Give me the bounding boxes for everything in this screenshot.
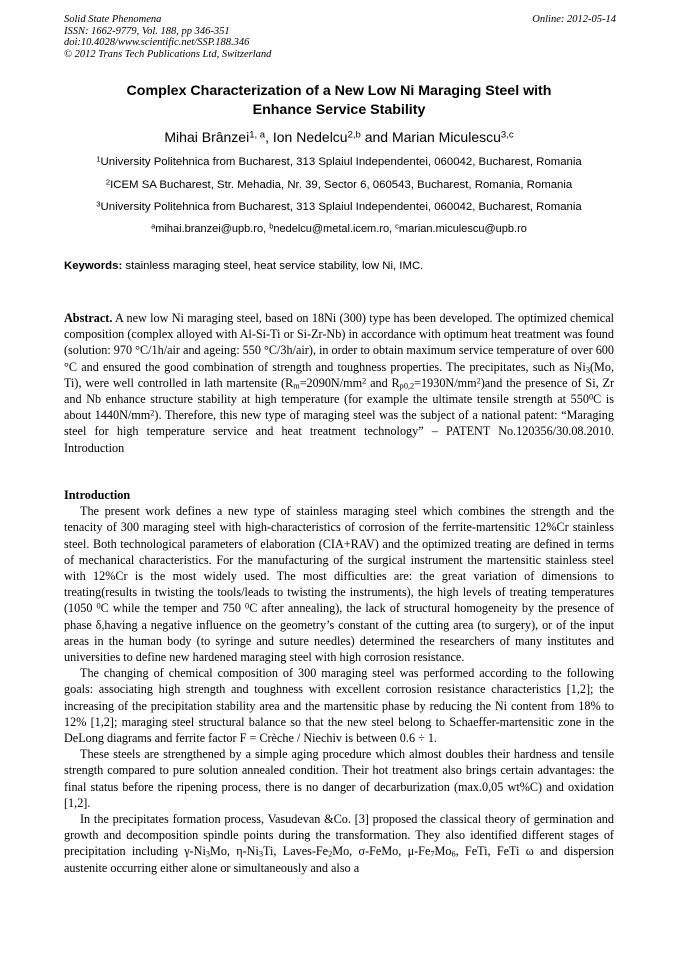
author-3-affil: 3,c bbox=[500, 129, 514, 141]
abstract-text: C is about 1440N/mm bbox=[64, 392, 614, 423]
author-1: Mihai Brânzei bbox=[164, 129, 250, 145]
superscript: 2 bbox=[150, 408, 155, 418]
author-separator: and bbox=[360, 129, 392, 145]
journal-issn: ISSN: 1662-9779, Vol. 188, pp 346-351 bbox=[64, 25, 230, 37]
affiliation-text: University Politehnica from Bucharest, 313 Splaiul Independentei, 060042, Bucharest, Romania bbox=[100, 156, 582, 168]
abstract-text: =2090N/mm bbox=[299, 375, 363, 390]
affiliation-number: 2 bbox=[105, 177, 111, 187]
abstract-text: ). Therefore, this new type of maraging steel was the subject of a national patent: “Maraging steel for high temperature service and heat treatment technology” – PATENT No.120356/30.08.2010. Introduction bbox=[64, 408, 614, 455]
author-emails bbox=[40, 222, 638, 236]
journal-doi: doi:10.4028/www.scientific.net/SSP.188.346 bbox=[64, 37, 250, 49]
paragraph bbox=[64, 811, 614, 876]
abstract-text: (Mo, Ti), were well controlled in lath martensite (R bbox=[64, 359, 614, 390]
email-marker: a bbox=[151, 221, 156, 231]
email-link[interactable]: nedelcu@metal.icem.ro, bbox=[273, 223, 396, 235]
section-heading: Introduction bbox=[64, 488, 131, 502]
author-2-affil: 2,b bbox=[347, 129, 361, 141]
paragraph-text: The present work defines a new type of stainless maraging steel which combines the strength and the tenacity of 300 maraging steel with high-characteristics of corrosion of the ferrite-martensitic 12%Cr stainless steel. Both technological parameters of elaboration (CIA+RAV) and the optimized treating are defined in terms of mechanical characteristics. For the manufacturing of the surgical instrument the martensitic stainless steel with 12%Cr is the most widely used. The most difficulties are: the great variation of dimensions to treating(results in twisting the tools/leads to twisting the instruments), the high levels of treating temperatures (1050 bbox=[64, 504, 614, 616]
paragraph-text: Mo, η-Ni bbox=[209, 844, 259, 859]
abstract-text: =1930N/mm bbox=[414, 375, 477, 390]
paragraph bbox=[64, 503, 614, 665]
author-separator: , bbox=[265, 129, 273, 145]
journal-name: Solid State Phenomena bbox=[64, 14, 162, 25]
author-list bbox=[64, 128, 614, 146]
abstract bbox=[64, 310, 614, 456]
keywords bbox=[64, 259, 616, 273]
subscript: m bbox=[293, 381, 300, 391]
paragraph-text: , FeTi, FeTi ω and dispersion austenite occurring either alone or simultaneously and also a bbox=[64, 844, 615, 875]
abstract-label: Abstract. bbox=[64, 311, 113, 325]
paragraph-text: Mo, σ-FeMo, μ-Fe bbox=[332, 844, 431, 859]
superscript: 0 bbox=[588, 392, 594, 402]
author-3: Marian Miculescu bbox=[391, 129, 501, 145]
abstract-text: A new low Ni maraging steel, based on 18Ni (300) type has been developed. The optimized chemical composition (complex alloyed with Al-Si-Ti or Si-Zr-Nb) in accordance with optimum heat treatment was found (solution: 970 °C/1h/air and ageing: 550 °C/3h/air), in order to obtain maximum service temperature of over 600 °C and ensured the good combination of strength and toughness properties. The precipitates, such as Ni bbox=[64, 311, 614, 374]
paragraph-text: C while the temper and 750 bbox=[100, 601, 246, 616]
email-marker: c bbox=[395, 221, 399, 231]
paragraph-text: C after annealing), the lack of structural homogeneity by the presence of phase δ,having a negative influence on the geometry’s constant of the cutting area (to surgery), or of the input areas in the human body (to syringe and suture needles) determined the researchers of many institutes and universities to define new hardened maraging steel with high corrosion resistance. bbox=[64, 601, 614, 665]
affiliation-3 bbox=[40, 200, 638, 214]
subscript: 7 bbox=[430, 850, 435, 860]
paragraph-text: Mo bbox=[434, 844, 452, 859]
keywords-label: Keywords: bbox=[64, 260, 123, 272]
superscript: 2 bbox=[362, 376, 367, 386]
email-marker: b bbox=[269, 221, 274, 231]
paragraph: The changing of chemical composition of 300 maraging steel was performed according to the following goals: associating high strength and toughness with excellent corrosion resistance characteristics [1,2]; the increasing of the precipitation stability area and the martensitic phase by reducing the Ni content from 18% to 12% [1,2]; maraging steel structural balance so that the new steel belong to Schaeffer-martensitic zone in the DeLong diagrams and ferrite factor F = Crèche / Niechiv is between 0.6 ÷ 1. bbox=[64, 666, 614, 746]
journal-copyright: © 2012 Trans Tech Publications Ltd, Switzerland bbox=[64, 48, 272, 60]
introduction-section bbox=[64, 487, 614, 876]
subscript: 3 bbox=[205, 850, 210, 860]
affiliation-text: ICEM SA Bucharest, Str. Mehadia, Nr. 39, Sector 6, 060543, Bucharest, Romania, Romania bbox=[110, 179, 573, 191]
email-link[interactable]: mihai.branzei@upb.ro, bbox=[155, 223, 270, 235]
paragraph-text: Ti, Laves-Fe bbox=[263, 844, 329, 859]
subscript: p0,2 bbox=[399, 381, 415, 391]
abstract-text: )and the presence of Si, Zr and Nb enhance structure stability at high temperature (for example the ultimate tensile strength at 550 bbox=[64, 375, 614, 407]
author-1-affil: 1, a bbox=[249, 129, 266, 141]
keywords-text: stainless maraging steel, heat service stability, low Ni, IMC. bbox=[122, 260, 424, 272]
paragraph: These steels are strengthened by a simple aging procedure which almost doubles their hardness and tensile strength compared to pure solution annealed condition. Their hot treatment also brings certain advantages: the final status before the ripening process, there is no danger of decarburization (max.0,05 wt%C) and oxidation [1,2]. bbox=[64, 747, 614, 810]
affiliation-2 bbox=[40, 178, 638, 192]
affiliation-number: 1 bbox=[96, 154, 101, 164]
superscript: 0 bbox=[245, 601, 250, 611]
subscript: 6 bbox=[451, 850, 456, 860]
email-link[interactable]: marian.miculescu@upb.ro bbox=[398, 223, 527, 235]
paragraph-text: In the precipitates formation process, Vasudevan &Co. [3] proposed the classical theory of germination and growth and decomposition spindle points during the transformation. They also identified different stages of precipitation including γ-Ni bbox=[64, 812, 614, 859]
superscript: 0 bbox=[96, 601, 101, 611]
online-date: Online: 2012-05-14 bbox=[532, 14, 616, 25]
affiliation-number: 3 bbox=[96, 199, 101, 209]
paper-title bbox=[64, 82, 614, 120]
subscript: 2 bbox=[328, 850, 333, 860]
affiliation-1 bbox=[40, 155, 638, 169]
title-line-2: Enhance Service Stability bbox=[252, 102, 426, 118]
affiliation-text: University Politehnica from Bucharest, 313 Splaiul Independentei, 060042, Bucharest, Romania bbox=[100, 201, 582, 213]
subscript: 3 bbox=[258, 850, 264, 860]
journal-header bbox=[64, 14, 616, 60]
author-2: Ion Nedelcu bbox=[272, 129, 348, 145]
subscript: 3 bbox=[585, 365, 590, 375]
abstract-text: and R bbox=[366, 375, 400, 390]
title-line-1: Complex Characterization of a New Low Ni Maraging Steel with bbox=[126, 83, 552, 99]
superscript: 2 bbox=[476, 376, 481, 386]
